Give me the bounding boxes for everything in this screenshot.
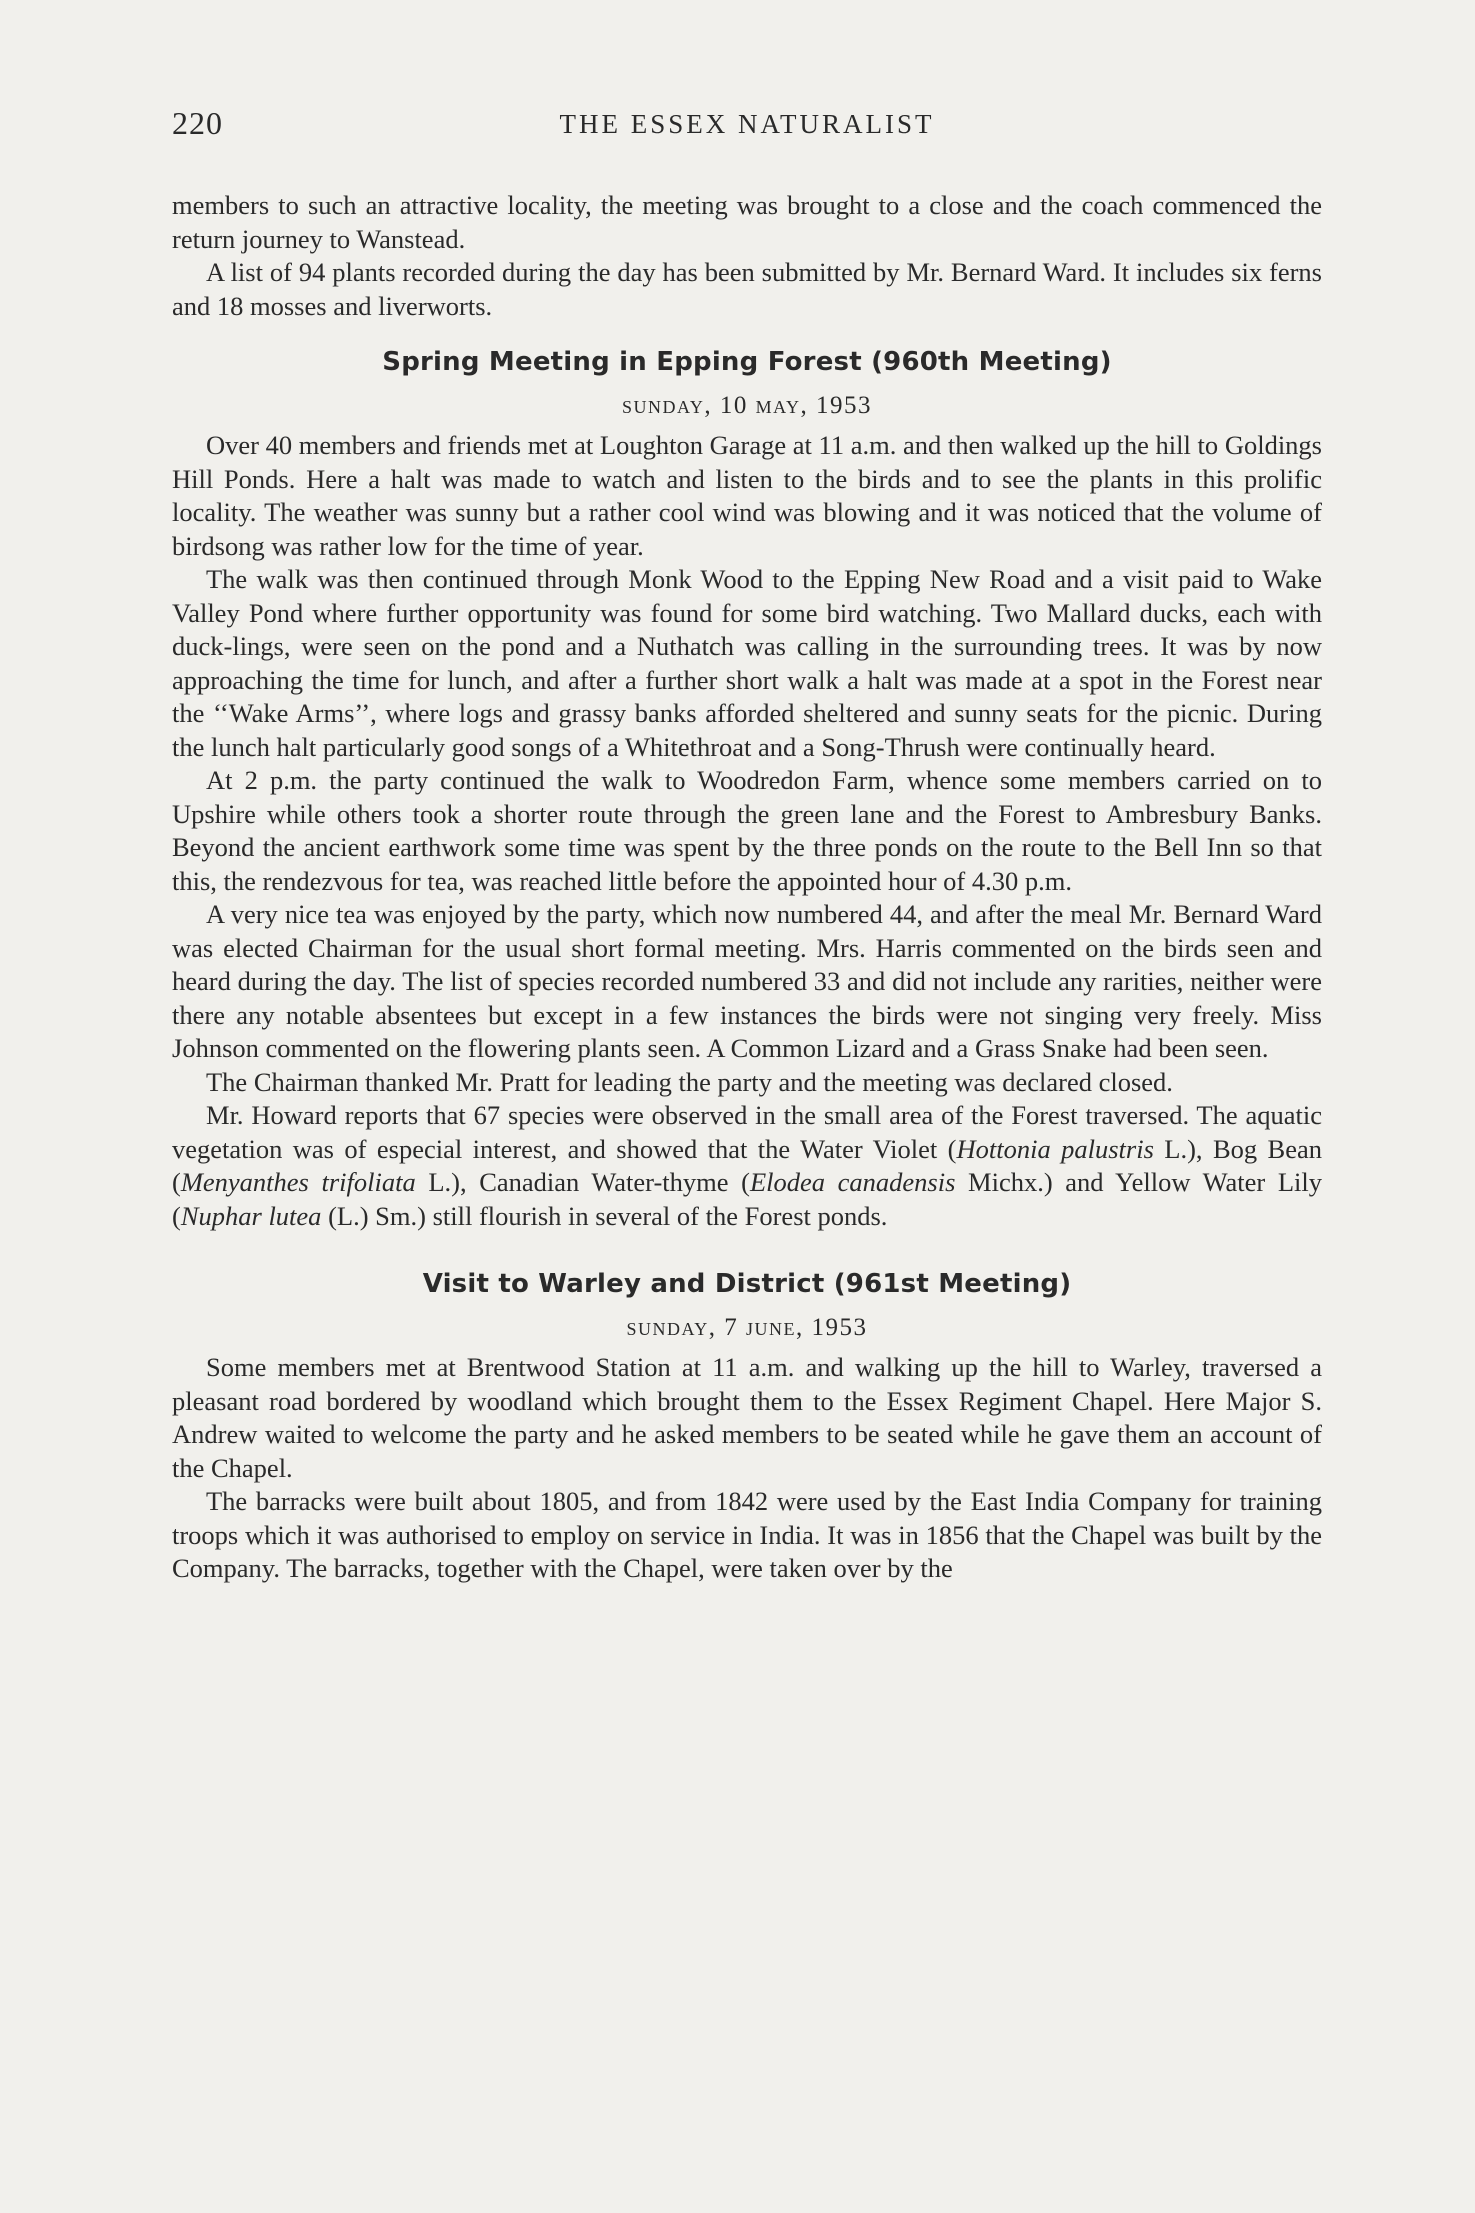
species-name: Hottonia palustris <box>956 1133 1154 1164</box>
date-number: 10 <box>719 392 748 419</box>
page-number: 220 <box>172 105 223 141</box>
body-paragraph: At 2 p.m. the party continued the walk to Woodredon Farm, whence some members carried on to Upshire while others took a shorter route through the green lane and the Forest to Ambresbury Banks. Beyond the ancient earthwork some time was spent by the three ponds on the route to the Bell Inn so that this, the rendezvous for tea, was reached little before the appointed hour of 4.30 p.m. <box>172 765 1322 896</box>
date-year: 1953 <box>815 392 872 419</box>
species-name: Nuphar lutea <box>180 1200 322 1231</box>
species-name: Menyanthes trifoliata <box>180 1167 416 1197</box>
species-name: Elodea canadensis <box>749 1167 956 1197</box>
running-head <box>172 105 1322 149</box>
body-paragraph-species <box>172 1099 1322 1233</box>
text-run: Mr. Howard reports that 67 species were observed in the small area of the Forest traversed. The aquatic vegetation was of especial interest, and showed that the Water Violet ( <box>172 1100 1322 1164</box>
intro-paragraph-2: A list of 94 plants recorded during the day has been submitted by Mr. Bernard Ward. It includes six ferns and 18 mosses and liverworts. <box>172 257 1322 321</box>
section-heading: Visit to Warley and District (961st Meeting) <box>422 1269 1072 1299</box>
date-day: sunday, <box>622 392 713 419</box>
body-paragraph: Some members met at Brentwood Station at 11 a.m. and walking up the hill to Warley, traversed a pleasant road bordered by woodland which brought them to the Essex Regiment Chapel. Here Major S. Andrew waited to welcome the party and he asked members to be seated while he gave them an account of the Chapel. <box>172 1352 1322 1483</box>
date-month: may, <box>755 392 809 419</box>
date-year: 1953 <box>811 1314 868 1341</box>
text-run: Michx.) and Yellow Water Lily ( <box>172 1167 1322 1231</box>
section-heading: Spring Meeting in Epping Forest (960th Meeting) <box>382 347 1112 377</box>
text-run: L.), Bog Bean ( <box>172 1133 1322 1197</box>
intro-paragraph-1: members to such an attractive locality, the meeting was brought to a close and the coach commenced the return journey to Wanstead. <box>172 190 1322 254</box>
body-paragraph: A very nice tea was enjoyed by the party, which now numbered 44, and after the meal Mr. Bernard Ward was elected Chairman for the usual short formal meeting. Mrs. Harris commented on the birds seen and heard during the day. The list of species recorded numbered 33 and did not include any rarities, neither were there any notable absentees but except in a few instances the birds were not singing very freely. Miss Johnson commented on the flowering plants seen. A Common Lizard and a Grass Snake had been seen. <box>172 899 1322 1063</box>
date-day: sunday, <box>626 1314 717 1341</box>
text-run: L.), Canadian Water-thyme ( <box>415 1167 750 1197</box>
body-paragraph: The barracks were built about 1805, and from 1842 were used by the East India Company for training troops which it was authorised to employ on service in India. It was in 1856 that the Chapel was built by the Company. The barracks, together with the Chapel, were taken over by the <box>172 1486 1322 1583</box>
text-run: (L.) Sm.) still flourish in several of the Forest ponds. <box>321 1200 888 1231</box>
date-month: june, <box>746 1314 804 1341</box>
section-warley-visit <box>172 1267 1322 1586</box>
body-paragraph: Over 40 members and friends met at Loughton Garage at 11 a.m. and then walked up the hill to Goldings Hill Ponds. Here a halt was made to watch and listen to the birds and to see the plants in this prolific locality. The weather was sunny but a rather cool wind was blowing and it was noticed that the volume of birdsong was rather low for the time of year. <box>172 430 1322 561</box>
book-page <box>172 105 1322 1586</box>
journal-title: THE ESSEX NATURALIST <box>559 109 935 139</box>
body-paragraph: The walk was then continued through Monk Wood to the Epping New Road and a visit paid to Wake Valley Pond where further opportunity was found for some bird watching. Two Mallard ducks, each with duck-lings, were seen on the pond and a Nuthatch was calling in the surrounding trees. It was by now approaching the time for lunch, and after a further short walk a halt was made at a spot in the Forest near the ‘‘Wake Arms’’, where logs and grassy banks afforded sheltered and sunny seats for the picnic. During the lunch halt particularly good songs of a Whitethroat and a Song-Thrush were continually heard. <box>172 564 1322 762</box>
section-spring-meeting <box>172 345 1322 1233</box>
date-number: 7 <box>724 1314 739 1341</box>
meeting-date <box>172 1311 1322 1345</box>
intro-text <box>172 189 1322 323</box>
meeting-date <box>172 389 1322 423</box>
body-paragraph: The Chairman thanked Mr. Pratt for leading the party and the meeting was declared closed. <box>206 1066 1173 1097</box>
